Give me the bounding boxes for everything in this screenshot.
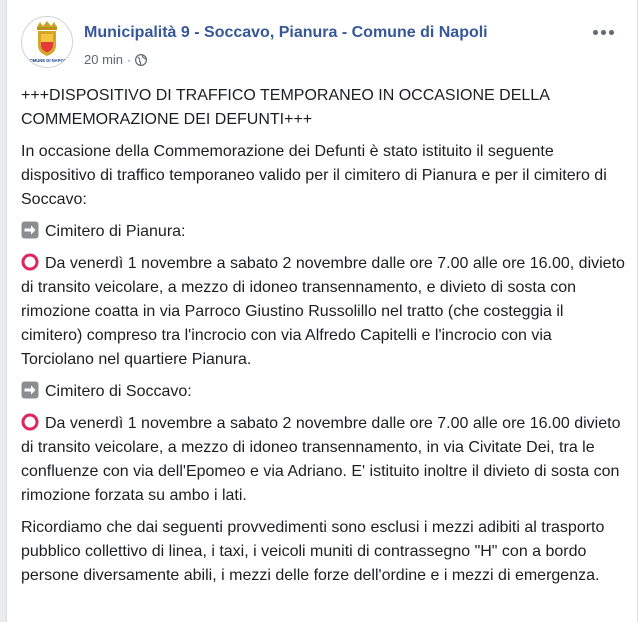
meta-separator: ·: [127, 52, 132, 67]
page-avatar[interactable]: [21, 16, 73, 68]
right-arrow-icon: [21, 221, 39, 239]
post-card: [6, 0, 638, 622]
section-heading-soccavo: [21, 380, 625, 404]
post-intro: In occasione della Commemorazione dei Defunti è stato istituito il seguente dispositivo di traffico temporaneo valido per il cimitero di Pianura e per il cimitero di Soccavo:: [21, 143, 607, 208]
more-dot-icon: [601, 30, 606, 35]
more-options-button[interactable]: [589, 22, 617, 42]
section-detail-pianura: [21, 252, 625, 372]
post-header: [21, 16, 621, 72]
section-heading-text: Cimitero di Pianura:: [45, 223, 186, 240]
post-body: [21, 84, 625, 596]
section-detail-soccavo: [21, 412, 625, 508]
red-circle-icon: [21, 253, 39, 271]
post-meta: [84, 52, 147, 67]
post-timestamp[interactable]: 20 min: [84, 52, 124, 67]
more-dot-icon: [609, 30, 614, 35]
section-heading-text: Cimitero di Soccavo:: [45, 383, 192, 400]
post-closing: Ricordiamo che dai seguenti provvedimenti sono esclusi i mezzi adibiti al trasporto pubblico collettivo di linea, i taxi, i veicoli muniti di contrassegno "H" con a bordo persone diversamente abili, i mezzi delle forze dell'ordine e i mezzi di emergenza.: [21, 519, 605, 584]
page-name-link[interactable]: Municipalità 9 - Soccavo, Pianura - Comune di Napoli: [84, 24, 488, 41]
section-heading-pianura: [21, 220, 625, 244]
section-detail-text: Da venerdì 1 novembre a sabato 2 novembre dalle ore 7.00 alle ore 16.00, divieto di transito veicolare, a mezzo di idoneo transennamento, e divieto di sosta con rimozione coatta in via Parroco Giustino Russolillo nel tratto (che costeggia il cimitero) compreso tra l'incrocio con via Alfredo Capitelli e l'incrocio con via Torciolano nel quartiere Pianura.: [21, 255, 625, 368]
more-dot-icon: [593, 30, 598, 35]
svg-text:COMUNE DI NAPOLI: COMUNE DI NAPOLI: [26, 58, 68, 63]
globe-icon[interactable]: [135, 54, 147, 66]
red-circle-icon: [21, 413, 39, 431]
section-detail-text: Da venerdì 1 novembre a sabato 2 novembre dalle ore 7.00 alle ore 16.00 divieto di transito veicolare, a mezzo di idoneo transennamento, in via Civitate Dei, tra le confluenze con via dell'Epomeo e via Adriano. E' istituito inoltre il divieto di sosta con rimozione forzata su ambo i lati.: [21, 415, 621, 504]
comune-napoli-logo: [22, 17, 72, 67]
right-arrow-icon: [21, 381, 39, 399]
post-title: +++DISPOSITIVO DI TRAFFICO TEMPORANEO IN OCCASIONE DELLA COMMEMORAZIONE DEI DEFUNTI+++: [21, 87, 549, 128]
